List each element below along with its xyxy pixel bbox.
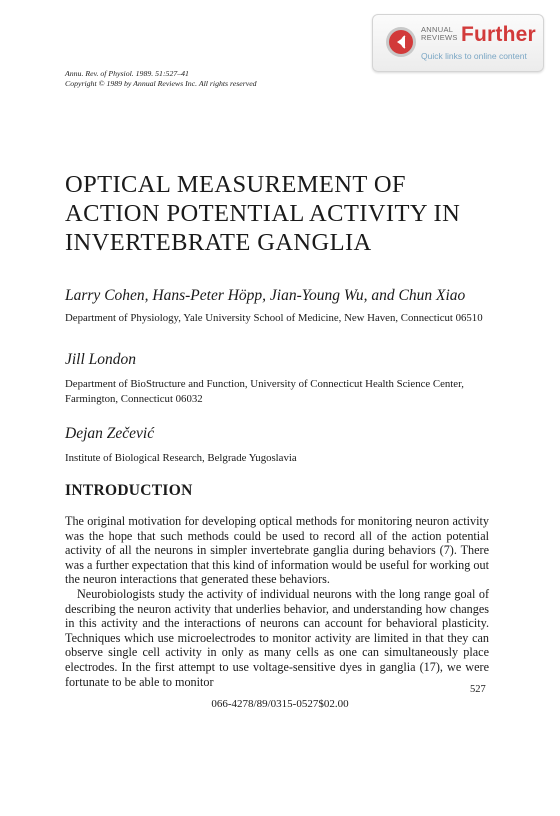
affiliation-2: Department of BioStructure and Function, University of Connecticut Health Science Center, Farmington, Connecticut 06032 [65,378,464,405]
title-line: OPTICAL MEASUREMENT OF [65,171,406,198]
further-wordmark: Further [461,23,536,46]
citation-line-2: Copyright © 1989 by Annual Reviews Inc. All rights reserved [65,79,257,88]
body-text [65,514,489,689]
author-group-3: Dejan Zečević [65,425,155,442]
title-line: ACTION POTENTIAL ACTIVITY IN [65,200,461,227]
affiliation-3: Institute of Biological Research, Belgrade Yugoslavia [65,452,297,464]
brand-line-2: REVIEWS [421,33,458,42]
badge-tagline: Quick links to online content [421,51,527,61]
annual-reviews-wordmark [421,26,458,42]
journal-citation [65,69,257,89]
annual-reviews-logo-icon [385,26,417,58]
article-title [65,170,505,257]
paragraph: Neurobiologists study the activity of individual neurons with the long range goal of describing the neuron activity that underlies behavior, and understanding how changes in this activity and the interactions of neurons can account for behavioral plasticity. Techniques which use microelectrodes to monitor activity are limited in that they can observe single cell activity in only as many cells as one can simultaneously place electrodes. In the first attempt to use voltage-sensitive dyes in ganglia (17), we were fortunate to be able to monitor [65,586,489,689]
section-heading: INTRODUCTION [65,482,193,499]
paragraph: The original motivation for developing optical methods for monitoring neuron activity was the hope that such methods could be used to record all of the action potential activity of all the neurons in simpler invertebrate ganglia during behaviors (7). There was a further expectation that this kind of information would be useful for working out the neuron interactions that generated these behaviors. [65,514,489,587]
annual-reviews-further-badge[interactable] [372,14,544,72]
page-number: 527 [470,684,486,695]
affiliation-1: Department of Physiology, Yale University School of Medicine, New Haven, Connecticut 06510 [65,312,483,324]
article-code: 066-4278/89/0315-0527$02.00 [211,698,349,710]
title-line: INVERTEBRATE GANGLIA [65,229,372,256]
citation-line-1: Annu. Rev. of Physiol. 1989. 51:527–41 [65,69,189,78]
brand-line-1: ANNUAL [421,25,454,34]
author-group-2: Jill London [65,351,137,368]
author-group-1: Larry Cohen, Hans-Peter Höpp, Jian-Young Wu, and Chun Xiao [65,287,466,304]
